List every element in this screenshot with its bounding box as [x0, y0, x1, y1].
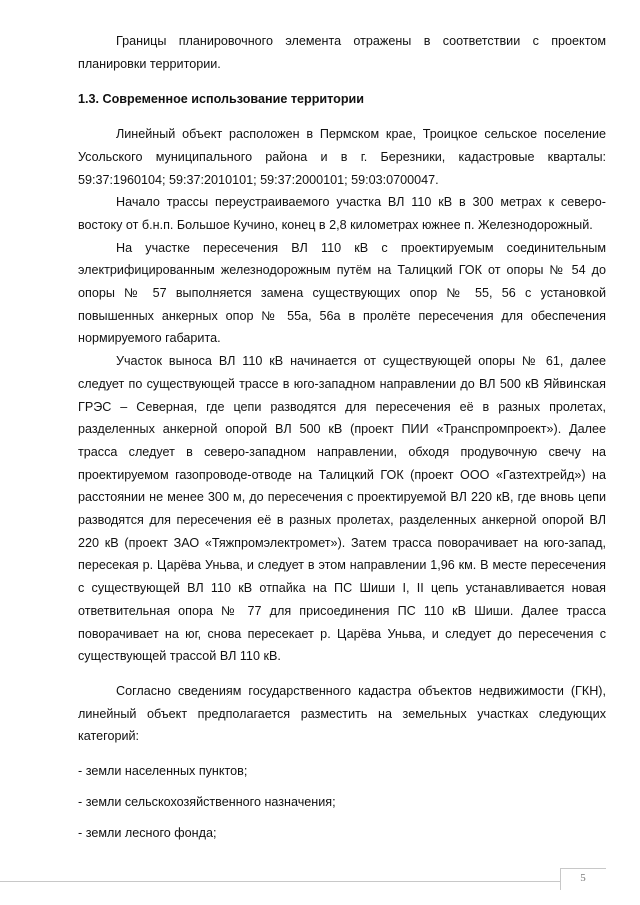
list-item: - земли лесного фонда;: [78, 825, 217, 840]
paragraph-gap: [78, 668, 606, 680]
section-heading: 1.3. Современное использование территории: [78, 92, 365, 107]
location-paragraph: Линейный объект расположен в Пермском крае, Троицкое сельское поселение Усольского муниципального района и в г. Березники, кадастровые кварталы: 59:37:1960104; 59:37:2010101; 59:37:2000101; 59:03:0700047.: [78, 127, 606, 187]
footer-rule: [0, 881, 560, 882]
crossing-paragraph: На участке пересечения ВЛ 110 кВ с проектируемым соединительным электрифицированным железнодорожным путём на Талицкий ГОК от опоры № 54 до опоры № 57 выполняется замена существующих опор № 55, 56 с установкой повышенных анкерных опор № 55а, 56а в пролёте пересечения для обеспечения нормируемого габарита.: [78, 240, 606, 346]
relocation-paragraph: Участок выноса ВЛ 110 кВ начинается от существующей опоры № 61, далее следует по существующей трассе в юго-западном направлении до ВЛ 500 кВ Яйвинская ГРЭС – Северная, где цепи разводятся для пересечения её в разных пролетах, разделенных анкерной опорой ВЛ 500 кВ (проект ПИИ «Транспромпроект»). Далее трасса следует в северо-западном направлении, обходя продувочную свечу на проектируемом газопроводе-отводе на Талицкий ГОК (проект ООО «Газтехтрейд») на расстоянии не менее 300 м, до пересечения с проектируемой ВЛ 220 кВ, где вновь цепи разводятся для пересечения её в разных пролетах, разделенных анкерной опорой ВЛ 220 кВ (проект ЗАО «Тяжпромэлектромет»). Затем трасса поворачивает на юго-запад, пересекая р. Царёва Уньва, и следует в этом направлении 1,96 км. В месте пересечения с существующей ВЛ 110 кВ отпайка на ПС Шиши I, II цепь устанавливается новая ответвительная опора № 77 для присоединения ПС 110 кВ Шиши. Далее трасса поворачивает на юг, снова пересекает р. Царёва Уньва, и следует до пересечения с существующей трассой ВЛ 110 кВ.: [78, 354, 606, 664]
intro-paragraph: Границы планировочного элемента отражены в соответствии с проектом планировки территории.: [78, 34, 606, 71]
route-start-paragraph: Начало трассы переустраиваемого участка ВЛ 110 кВ в 300 метрах к северо-востоку от б.н.п. Большое Кучино, конец в 2,8 километрах южнее п. Железнодорожный.: [78, 195, 606, 232]
list-item: - земли населенных пунктов;: [78, 764, 248, 779]
list-item: - земли сельскохозяйственного назначения;: [78, 794, 336, 809]
paragraph-gap: [78, 748, 606, 760]
page-content: [78, 30, 606, 852]
page-number: 5: [580, 872, 586, 884]
land-category-list: [78, 760, 606, 844]
gkn-paragraph: Согласно сведениям государственного кадастра объектов недвижимости (ГКН), линейный объект предполагается разместить на земельных участках следующих категорий:: [78, 683, 606, 744]
